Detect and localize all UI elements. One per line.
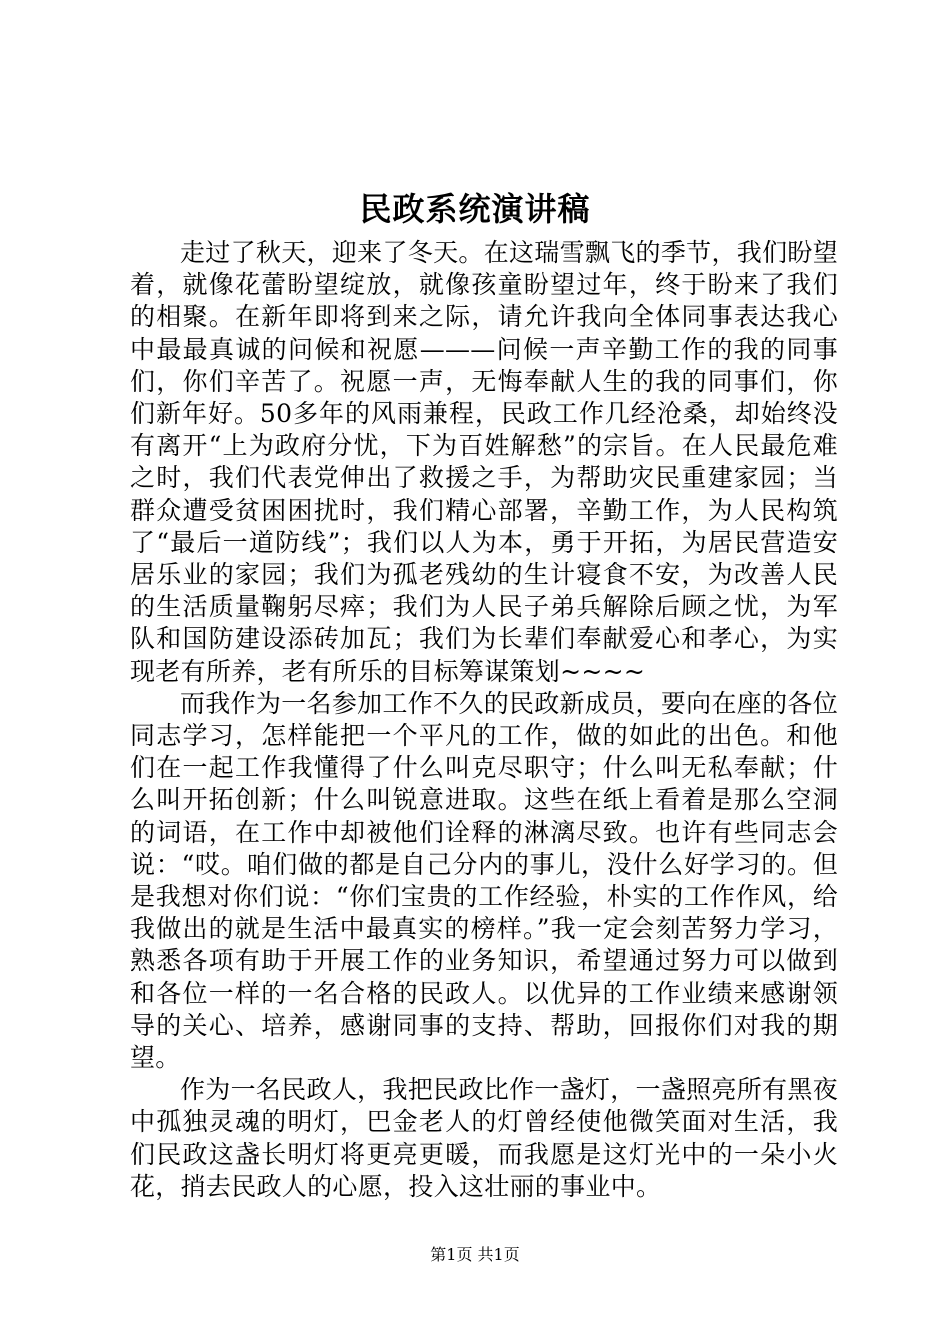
paragraph-3: 作为一名民政人，我把民政比作一盏灯，一盏照亮所有黑夜中孤独灵魂的明灯，巴金老人的灯曾经使他微笑面对生活，我们民政这盏长明灯将更亮更暖，而我愿是这灯光中的一朵小火花，捎去民政人的心愿，投入这壮丽的事业中。 [130,1075,838,1201]
document-title: 民政系统演讲稿 [359,190,591,228]
paragraph-1: 走过了秋天，迎来了冬天。在这瑞雪飘飞的季节，我们盼望着，就像花蕾盼望绽放，就像孩童盼望过年，终于盼来了我们的相聚。在新年即将到来之际，请允许我向全体同事表达我心中最最真诚的问候和祝愿———问候一声辛勤工作的我的同事们，你们辛苦了。祝愿一声，无悔奉献人生的我的同事们，你们新年好。50多年的风雨兼程，民政工作几经沧桑，却始终没有离开“上为政府分忧，下为百姓解愁”的宗旨。在人民最危难之时，我们代表党伸出了救援之手，为帮助灾民重建家园；当群众遭受贫困困扰时，我们精心部署，辛勤工作，为人民构筑了“最后一道防线”；我们以人为本，勇于开拓，为居民营造安居乐业的家园；我们为孤老残幼的生计寝食不安，为改善人民的生活质量鞠躬尽瘁；我们为人民子弟兵解除后顾之忧，为军队和国防建设添砖加瓦；我们为长辈们奉献爱心和孝心，为实现老有所养，老有所乐的目标筹谋策划~~~~ [130,238,838,686]
paragraph-2: 而我作为一名参加工作不久的民政新成员，要向在座的各位同志学习，怎样能把一个平凡的工作，做的如此的出色。和他们在一起工作我懂得了什么叫克尽职守；什么叫无私奉献；什么叫开拓创新；什么叫锐意进取。这些在纸上看着是那么空洞的词语，在工作中却被他们诠释的淋漓尽致。也许有些同志会说：“哎。咱们做的都是自己分内的事儿，没什么好学习的。但是我想对你们说：“你们宝贵的工作经验，朴实的工作作风，给我做出的就是生活中最真实的榜样。”我一定会刻苦努力学习，熟悉各项有助于开展工作的业务知识，希望通过努力可以做到和各位一样的一名合格的民政人。以优异的工作业绩来感谢领导的关心、培养，感谢同事的支持、帮助，回报你们对我的期望。 [130,688,838,1073]
document-body [130,237,838,1203]
page-number-footer: 第1页 共1页 [430,1245,520,1264]
